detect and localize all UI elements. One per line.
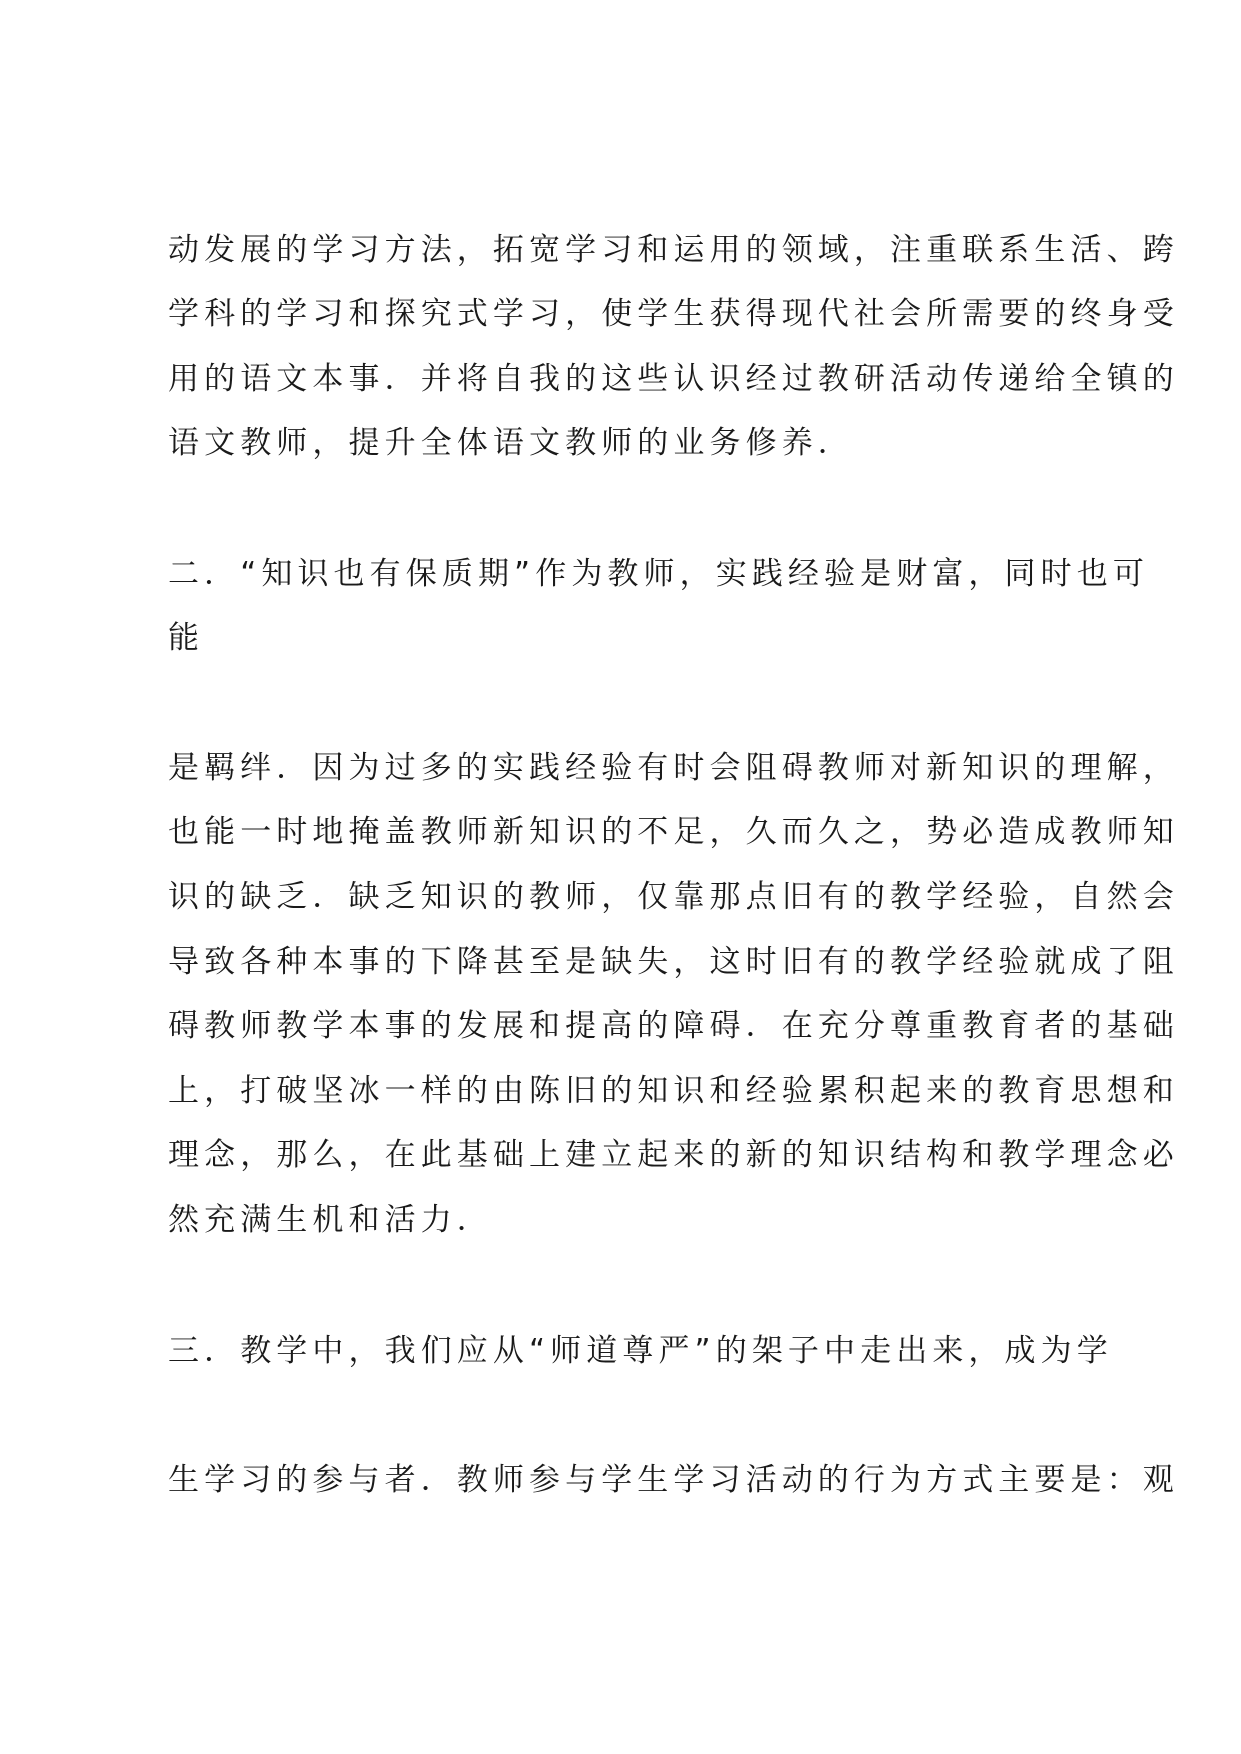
paragraph-1-line-4: 语文教师，提升全体语文教师的业务修养． (168, 425, 854, 461)
paragraph-2-line-8: 然充满生机和活力． (168, 1202, 493, 1238)
paragraph-3-line-1: 生学习的参与者．教师参与学生学习活动的行为方式主要是：观 (168, 1462, 1179, 1498)
paragraph-2-line-3: 识的缺乏．缺乏知识的教师，仅靠那点旧有的教学经验，自然会 (168, 879, 1179, 915)
paragraph-2-line-4: 导致各种本事的下降甚至是缺失，这时旧有的教学经验就成了阻 (168, 944, 1179, 980)
paragraph-2-line-6: 上，打破坚冰一样的由陈旧的知识和经验累积起来的教育思想和 (168, 1073, 1179, 1109)
section-2-heading-line-2: 能 (168, 620, 205, 656)
paragraph-2-line-1: 是羁绊．因为过多的实践经验有时会阻碍教师对新知识的理解， (168, 750, 1179, 786)
paragraph-2-line-5: 碍教师教学本事的发展和提高的障碍．在充分尊重教育者的基础 (168, 1008, 1179, 1044)
section-2-heading-line-1: 二．“知识也有保质期”作为教师，实践经验是财富，同时也可 (168, 556, 1149, 592)
paragraph-2-line-7: 理念，那么，在此基础上建立起来的新的知识结构和教学理念必 (168, 1137, 1179, 1173)
paragraph-1-line-3: 用的语文本事．并将自我的这些认识经过教研活动传递给全镇的 (168, 361, 1179, 397)
paragraph-2-line-2: 也能一时地掩盖教师新知识的不足，久而久之，势必造成教师知 (168, 814, 1179, 850)
section-3-heading-line-1: 三．教学中，我们应从“师道尊严”的架子中走出来，成为学 (168, 1333, 1113, 1369)
paragraph-1-line-2: 学科的学习和探究式学习，使学生获得现代社会所需要的终身受 (168, 296, 1179, 332)
paragraph-1-line-1: 动发展的学习方法，拓宽学习和运用的领域，注重联系生活、跨 (168, 232, 1179, 268)
